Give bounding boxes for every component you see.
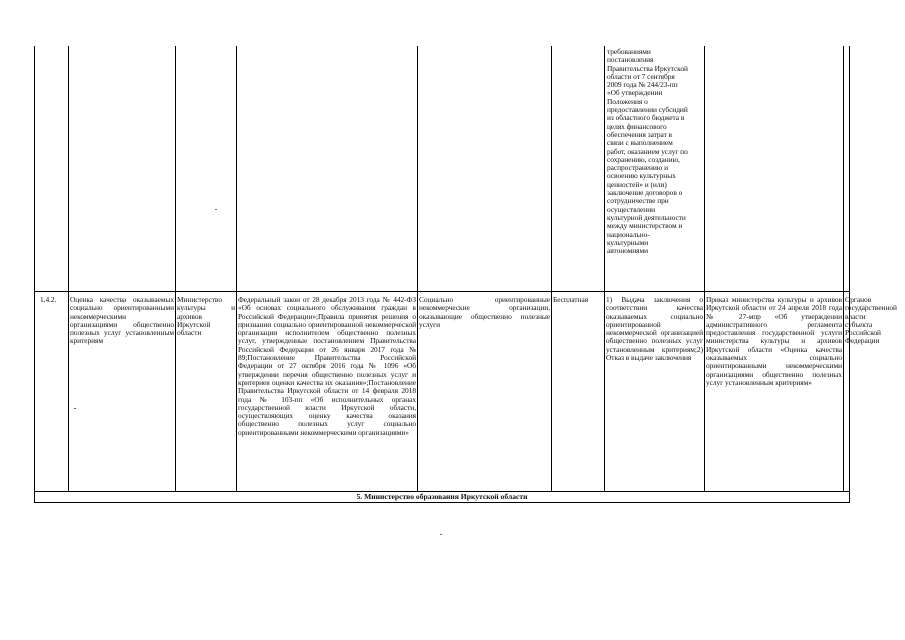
column-divider-8 xyxy=(843,46,844,492)
column-divider-6 xyxy=(604,46,605,492)
row-divider-1 xyxy=(34,291,850,292)
table-border-right xyxy=(849,46,850,502)
table-border-bottom xyxy=(34,502,850,503)
service-name-cell: Оценка качества оказываемых социально ориентированными некоммерческими организациями общественно полезных услуг установленным критериям xyxy=(70,295,174,346)
fee-cell: Бесплатная xyxy=(553,295,589,304)
column-divider-5 xyxy=(551,46,552,492)
row-number: 1.4.2. xyxy=(40,295,57,304)
applicants-cell: Социально ориентированные некоммерческие организации, оказывающие общественно полезные услуги xyxy=(419,295,550,329)
column-divider-1 xyxy=(68,46,69,492)
scan-speck xyxy=(215,209,217,210)
column-divider-2 xyxy=(175,46,176,492)
section-5-title: 5. Министерство образования Иркутской области xyxy=(356,492,528,501)
result-cell: 1) Выдача заключения о соответствии качества оказываемых социально ориентированной некоммерческой организацией общественно полезных услуг установленным критериям;2) Отказ в выдаче заключения xyxy=(606,295,703,363)
column-divider-7 xyxy=(704,46,705,492)
regulation-cell: Приказ министерства культуры и архивов Иркутской области от 24 апреля 2018 года № 27-мпр «Об утверждении административного регламента предоставления государственной услуги министерства культуры и архивов Иркутской области «Оценка качества оказываемых социально ориентированными некоммерческими организациями общественно полезных услуг установленным критериям» xyxy=(706,295,842,387)
scan-speck xyxy=(74,408,76,409)
authority-cell: Министерство культуры и архивов Иркутской области xyxy=(177,295,235,338)
column-divider-3 xyxy=(236,46,237,492)
table-border-left xyxy=(34,46,35,502)
scan-speck xyxy=(440,534,442,535)
continued-requirements-cell: требованиями постановления Правительства Иркутской области от 7 сентября 2009 года № 244/23-пп «Об утверждении Положения о предоставлении субсидий из областного бюджета в целях финансового обеспечения затрат в связи с выполнением работ, оказанием услуг по сохранению, созданию, распространению и освоению культурных ценностей» и (или) заключение договоров о сотрудничестве при осуществлении культурной деятельности между министерством и национально- культурными автономиями xyxy=(607,47,688,256)
legal-basis-cell: Федеральный закон от 28 декабря 2013 года № 442-ФЗ «Об основах социального обслуживания граждан в Российской Федерации»;Правила принятия решения о признании социально ориентированной некоммерческой организации исполнителем общественно полезных услуг, утвержденные постановлением Правительства Российской Федерации от 26 января 2017 года № 89;Постановление Правительства Российской Федерации от 27 октября 2016 года № 1096 «Об утверждении перечня общественно полезных услуг и критериев оценки качества их оказания»;Постановление Правительства Иркутской области от 14 февраля 2018 года № 103-пп «Об исполнительных органах государственной власти Иркутской области, осуществляющих оценку качества оказания общественно полезных услуг социально ориентированными некоммерческими организациями» xyxy=(238,295,416,437)
column-divider-4 xyxy=(417,46,418,492)
level-cell: Органов государственной власти субъекта Российской Федерации xyxy=(845,295,897,346)
